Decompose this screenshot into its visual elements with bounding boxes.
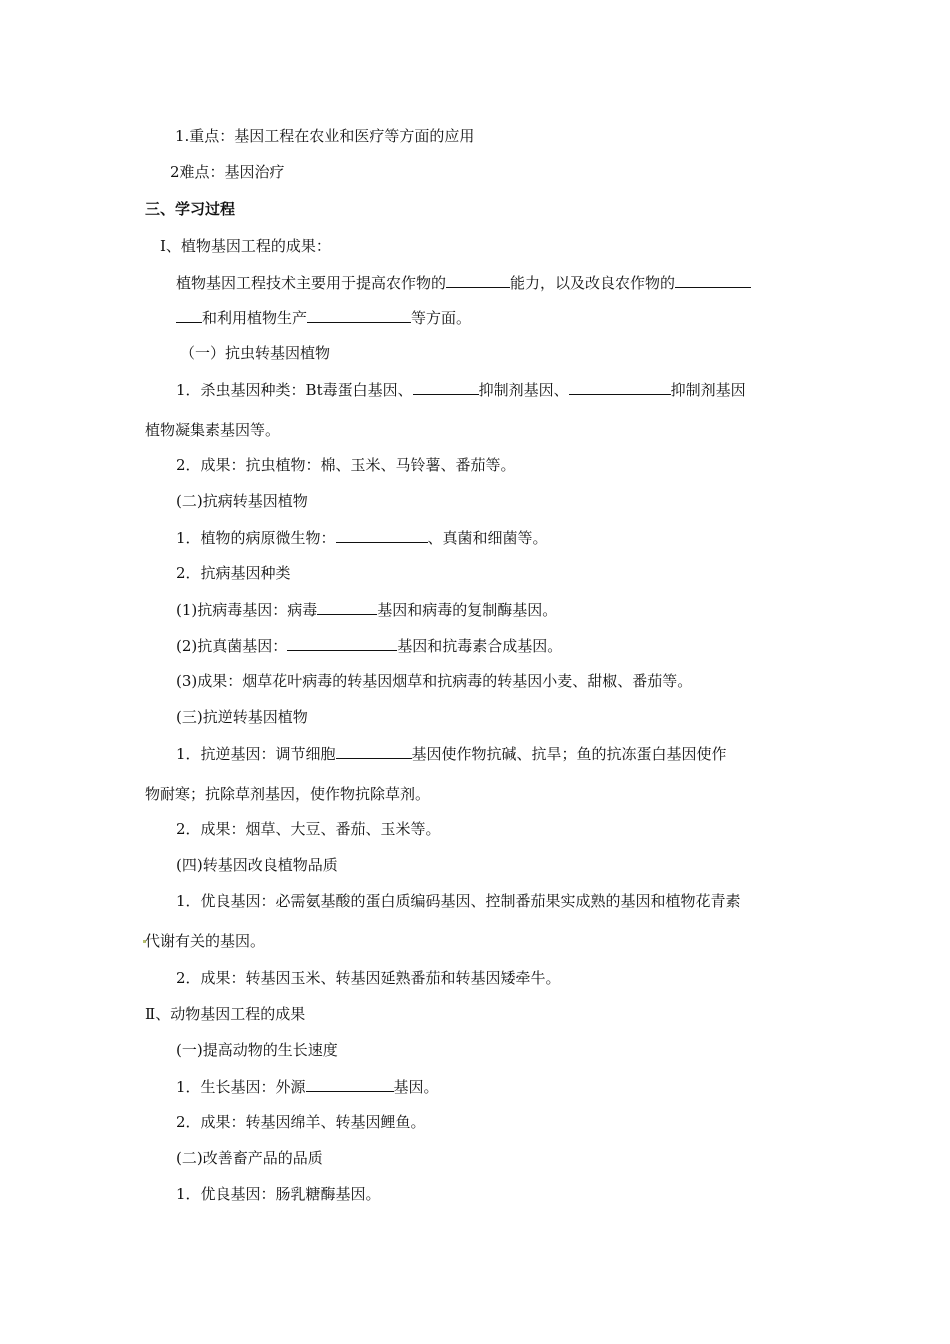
disease-pathogen-line	[176, 527, 548, 548]
antifungal-text-b: 基因和抗毒素合成基因。	[397, 637, 563, 655]
answer-blank	[336, 527, 428, 543]
animal-heading: Ⅱ、动物基因工程的成果	[145, 1005, 306, 1023]
pathogen-text-b: 、真菌和细菌等。	[427, 529, 548, 547]
growth-text-a: 1．生长基因：外源	[176, 1078, 306, 1096]
answer-blank	[176, 307, 202, 323]
insect-genes-text-b: 抑制剂基因、	[478, 381, 569, 399]
insect-genes-text-c: 抑制剂基因	[670, 381, 746, 399]
insect-genes-line-2: 植物凝集素基因等。	[145, 421, 281, 439]
disease-result: (3)成果：烟草花叶病毒的转基因烟草和抗病毒的转基因小麦、甜椒、番茄等。	[176, 672, 693, 690]
plant-intro-line-1	[176, 272, 751, 293]
section-title: 三、学习过程	[145, 200, 236, 218]
difficulty-line: 2难点：基因治疗	[170, 163, 285, 181]
answer-blank	[569, 379, 671, 395]
insect-genes-line	[176, 379, 746, 400]
quality-heading: (四)转基因改良植物品质	[176, 856, 338, 874]
plant-heading: Ⅰ、植物基因工程的成果：	[160, 237, 331, 255]
plant-intro-text-c: 和利用植物生产	[202, 309, 308, 327]
answer-blank	[317, 599, 377, 615]
antivirus-text-b: 基因和病毒的复制酶基因。	[377, 601, 558, 619]
stress-text-a: 1．抗逆基因：调节细胞	[176, 745, 336, 763]
answer-blank	[446, 272, 510, 288]
insect-result: 2．成果：抗虫植物：棉、玉米、马铃薯、番茄等。	[176, 456, 516, 474]
stress-result: 2．成果：烟草、大豆、番茄、玉米等。	[176, 820, 441, 838]
answer-blank	[336, 743, 412, 759]
plant-intro-text-b: 能力，以及改良农作物的	[510, 274, 676, 292]
disease-genes-heading: 2．抗病基因种类	[176, 564, 291, 582]
insect-genes-text-a: 1．杀虫基因种类：Bt毒蛋白基因、	[176, 381, 413, 399]
antivirus-gene-line	[176, 599, 557, 620]
answer-blank	[413, 379, 479, 395]
disease-heading: (二)抗病转基因植物	[176, 492, 308, 510]
antifungal-text-a: (2)抗真菌基因：	[176, 637, 288, 655]
growth-text-b: 基因。	[393, 1078, 439, 1096]
plant-intro-text-d: 等方面。	[411, 309, 472, 327]
stress-genes-line-2: 物耐寒；抗除草剂基因，使作物抗除草剂。	[145, 785, 431, 803]
growth-genes-line	[176, 1076, 439, 1097]
plant-intro-line-2	[176, 307, 471, 328]
answer-blank	[675, 272, 751, 288]
antifungal-gene-line	[176, 635, 562, 656]
livestock-heading: (二)改善畜产品的品质	[176, 1149, 323, 1167]
growth-heading: (一)提高动物的生长速度	[176, 1041, 338, 1059]
stress-text-b: 基因使作物抗碱、抗旱；鱼的抗冻蛋白基因使作	[411, 745, 727, 763]
livestock-genes-line: 1．优良基因：肠乳糖酶基因。	[176, 1185, 381, 1203]
stress-heading: (三)抗逆转基因植物	[176, 708, 308, 726]
answer-blank	[287, 635, 397, 651]
answer-blank	[307, 307, 411, 323]
quality-genes-line: 1．优良基因：必需氨基酸的蛋白质编码基因、控制番茄果实成熟的基因和植物花青素	[176, 892, 741, 910]
growth-result: 2．成果：转基因绵羊、转基因鲤鱼。	[176, 1113, 426, 1131]
quality-genes-line-2: 代谢有关的基因。	[145, 932, 266, 950]
antivirus-text-a: (1)抗病毒基因：病毒	[176, 601, 318, 619]
plant-intro-text-a: 植物基因工程技术主要用于提高农作物的	[176, 274, 447, 292]
pathogen-text-a: 1．植物的病原微生物：	[176, 529, 336, 547]
insect-heading: （一）抗虫转基因植物	[180, 344, 331, 362]
stress-genes-line	[176, 743, 727, 764]
quality-result: 2．成果：转基因玉米、转基因延熟番茄和转基因矮牵牛。	[176, 969, 561, 987]
key-point-line: 1.重点：基因工程在农业和医疗等方面的应用	[175, 127, 475, 145]
answer-blank	[306, 1076, 394, 1092]
